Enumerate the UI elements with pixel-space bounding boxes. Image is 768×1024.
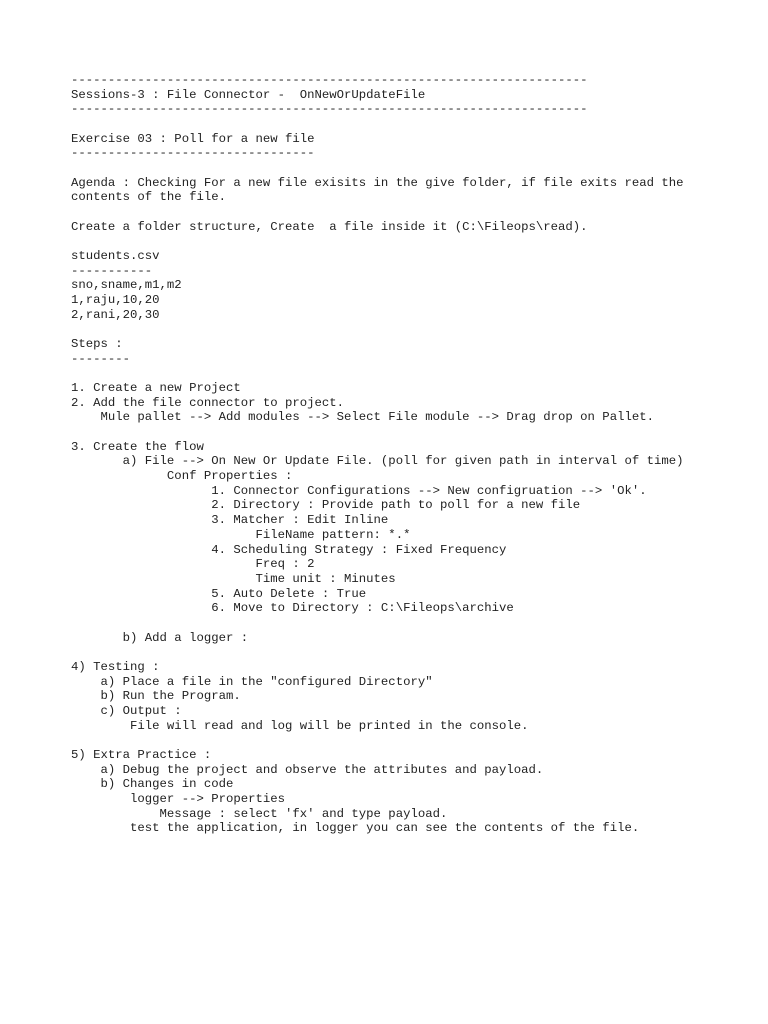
text-line: 1. Create a new Project [71,381,241,396]
text-line: students.csv [71,249,160,264]
blank-line [71,322,751,337]
text-line: Create a folder structure, Create a file inside it (C:\Fileops\read). [71,219,588,234]
blank-line [71,425,751,440]
blank-line [71,161,751,176]
text-line: 1. Connector Configurations --> New configruation --> 'Ok'. [71,483,647,498]
text-line: 5) Extra Practice : [71,747,212,762]
blank-line [71,645,751,660]
text-line: 3. Matcher : Edit Inline [71,513,389,528]
blank-line [71,366,751,381]
text-line: a) Place a file in the "configured Directory" [71,674,433,689]
blank-line [71,234,751,249]
text-line: --------------------------------- [71,146,315,161]
text-line: 2. Directory : Provide path to poll for a new file [71,498,581,513]
blank-line [71,205,751,220]
document-body [71,73,751,836]
text-line: 4. Scheduling Strategy : Fixed Frequency [71,542,507,557]
text-line: Agenda : Checking For a new file exisits in the give folder, if file exits read the [71,175,684,190]
text-line: ---------------------------------------------------------------------- [71,102,588,117]
blank-line [71,616,751,631]
text-line: ---------------------------------------------------------------------- [71,73,588,87]
text-line: b) Changes in code [71,777,234,792]
text-line: b) Add a logger : [71,630,249,645]
text-line: 3. Create the flow [71,439,204,454]
text-line: Message : select 'fx' and type payload. [71,806,448,821]
text-line: -------- [71,351,131,366]
text-line: Conf Properties : [71,469,293,484]
text-line: 1,raju,10,20 [71,293,160,308]
text-line: test the application, in logger you can see the contents of the file. [71,821,640,836]
text-line: File will read and log will be printed in the console. [71,718,529,733]
text-line: ----------- [71,263,153,278]
text-line: FileName pattern: *.* [71,527,411,542]
text-line: Exercise 03 : Poll for a new file [71,131,315,146]
text-line: b) Run the Program. [71,689,241,704]
text-line: 5. Auto Delete : True [71,586,367,601]
text-line: contents of the file. [71,190,226,205]
text-line: Sessions-3 : File Connector - OnNewOrUpdateFile [71,87,426,102]
text-line: Freq : 2 [71,557,315,572]
text-line: 4) Testing : [71,659,160,674]
text-line: a) Debug the project and observe the attributes and payload. [71,762,544,777]
text-line: c) Output : [71,703,182,718]
blank-line [71,733,751,748]
text-line: 2. Add the file connector to project. [71,395,345,410]
text-line: 2,rani,20,30 [71,307,160,322]
text-line: Time unit : Minutes [71,571,396,586]
text-line: logger --> Properties [71,791,286,806]
text-line: Mule pallet --> Add modules --> Select File module --> Drag drop on Pallet. [71,410,654,425]
text-line: a) File --> On New Or Update File. (poll for given path in interval of time) [71,454,684,469]
blank-line [71,117,751,132]
text-line: Steps : [71,337,123,352]
text-line: sno,sname,m1,m2 [71,278,182,293]
text-line: 6. Move to Directory : C:\Fileops\archive [71,601,514,616]
